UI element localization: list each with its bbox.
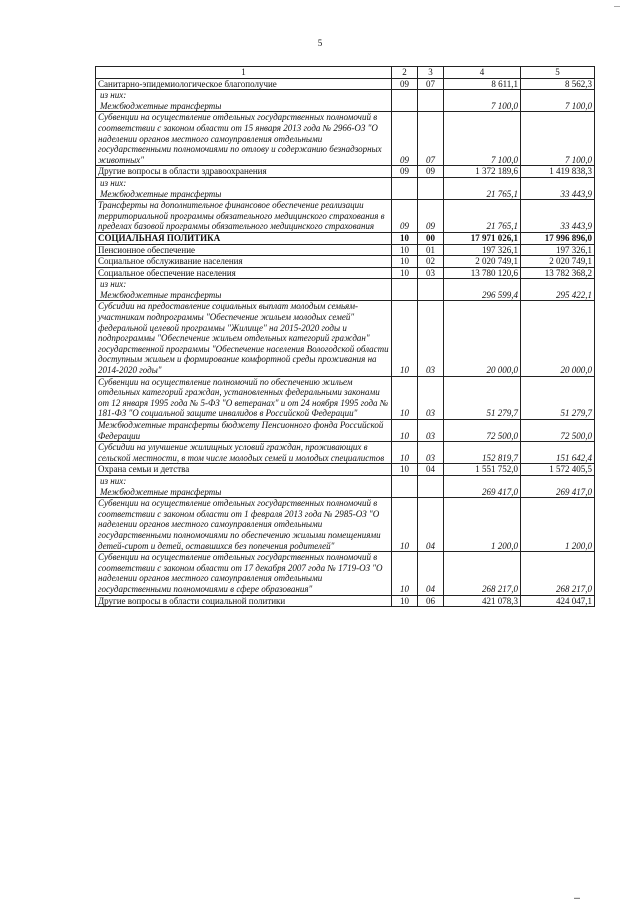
row-name: Субвенции на осуществление отдельных государственных полномочий в соответствии с законом области от 15 января 2013 года № 2966-ОЗ "О наделении органов местного самоуправления отдельными государственными полномочиями по отлову и содержанию безнадзорных животных" bbox=[96, 112, 392, 166]
row-section-code bbox=[392, 90, 418, 112]
row-value-year-1: 1 372 189,6 bbox=[444, 166, 521, 178]
header-cell-1: 1 bbox=[96, 67, 392, 79]
table-row bbox=[96, 279, 595, 301]
row-name: Другие вопросы в области социальной политики bbox=[96, 595, 392, 607]
row-name: Трансферты на дополнительное финансовое обеспечение реализации территориальной программы обязательного медицинского страхования в пределах базовой программы обязательного медицинского страхования bbox=[96, 200, 392, 233]
row-section-code: 10 bbox=[392, 595, 418, 607]
budget-table bbox=[95, 66, 595, 607]
row-value-year-2: 269 417,0 bbox=[521, 475, 595, 497]
header-cell-3: 3 bbox=[418, 67, 444, 79]
row-name: Субвенции на осуществление отдельных государственных полномочий в соответствии с законом области от 1 февраля 2013 года № 2985-ОЗ "О наделении органов местного самоуправления отдельными государственными полномочиями по обеспечению жилыми помещениями детей-сирот и детей, оставшихся без попечения родителей" bbox=[96, 498, 392, 552]
row-value-year-1: 7 100,0 bbox=[444, 90, 521, 112]
row-section-code: 10 bbox=[392, 464, 418, 476]
row-name: Субвенции на осуществление отдельных государственных полномочий в соответствии с законом области от 17 декабря 2007 года № 1719-ОЗ "О наделении органов местного самоуправления отдельными государственными полномочиями в сфере образования" bbox=[96, 552, 392, 595]
row-name: из них: Межбюджетные трансферты bbox=[96, 177, 392, 199]
table-row bbox=[96, 200, 595, 233]
row-value-year-2: 33 443,9 bbox=[521, 177, 595, 199]
table-row bbox=[96, 177, 595, 199]
bottom-mark: ... bbox=[574, 892, 580, 901]
row-subsection-code: 04 bbox=[418, 552, 444, 595]
row-subsection-code: 09 bbox=[418, 200, 444, 233]
row-value-year-2: 424 047,1 bbox=[521, 595, 595, 607]
row-subsection-code: 04 bbox=[418, 498, 444, 552]
row-value-year-1: 8 611,1 bbox=[444, 78, 521, 90]
table-row bbox=[96, 475, 595, 497]
row-value-year-1: 197 326,1 bbox=[444, 244, 521, 256]
table-row bbox=[96, 244, 595, 256]
table-row bbox=[96, 301, 595, 376]
corner-mark: ... bbox=[614, 0, 620, 9]
table-header-row bbox=[96, 67, 595, 79]
table-row bbox=[96, 595, 595, 607]
row-subsection-code: 03 bbox=[418, 267, 444, 279]
row-value-year-2: 1 572 405,5 bbox=[521, 464, 595, 476]
row-value-year-1: 72 500,0 bbox=[444, 420, 521, 442]
row-value-year-2: 268 217,0 bbox=[521, 552, 595, 595]
table-row bbox=[96, 112, 595, 166]
row-value-year-2: 7 100,0 bbox=[521, 112, 595, 166]
row-section-code: 10 bbox=[392, 376, 418, 419]
row-value-year-2: 8 562,3 bbox=[521, 78, 595, 90]
table-row bbox=[96, 552, 595, 595]
row-subsection-code: 09 bbox=[418, 166, 444, 178]
row-section-code: 09 bbox=[392, 166, 418, 178]
row-value-year-2: 13 782 368,2 bbox=[521, 267, 595, 279]
row-name: Другие вопросы в области здравоохранения bbox=[96, 166, 392, 178]
row-section-code: 10 bbox=[392, 301, 418, 376]
table-row bbox=[96, 166, 595, 178]
row-value-year-1: 17 971 026,1 bbox=[444, 232, 521, 244]
row-subsection-code: 07 bbox=[418, 78, 444, 90]
row-subsection-code bbox=[418, 90, 444, 112]
row-name: из них: Межбюджетные трансферты bbox=[96, 90, 392, 112]
row-value-year-1: 296 599,4 bbox=[444, 279, 521, 301]
row-section-code: 09 bbox=[392, 112, 418, 166]
row-section-code: 09 bbox=[392, 200, 418, 233]
row-name: Санитарно-эпидемиологическое благополучие bbox=[96, 78, 392, 90]
table-row bbox=[96, 232, 595, 244]
table-row bbox=[96, 267, 595, 279]
row-subsection-code: 04 bbox=[418, 464, 444, 476]
row-subsection-code: 01 bbox=[418, 244, 444, 256]
row-value-year-2: 197 326,1 bbox=[521, 244, 595, 256]
row-value-year-2: 20 000,0 bbox=[521, 301, 595, 376]
row-value-year-1: 1 200,0 bbox=[444, 498, 521, 552]
row-name: Субвенции на осуществление полномочий по обеспечению жильем отдельных категорий граждан, установленных федеральными законами от 12 января 1995 года № 5-ФЗ "О ветеранах" и от 24 ноября 1995 года № 181-ФЗ "О социальной защите инвалидов в Российской Федерации" bbox=[96, 376, 392, 419]
row-value-year-1: 13 780 120,6 bbox=[444, 267, 521, 279]
row-name: Субсидии на улучшение жилищных условий граждан, проживающих в сельской местности, в том числе молодых семей и молодых специалистов bbox=[96, 442, 392, 464]
row-subsection-code: 03 bbox=[418, 442, 444, 464]
row-section-code: 10 bbox=[392, 498, 418, 552]
table-row bbox=[96, 90, 595, 112]
row-subsection-code: 03 bbox=[418, 301, 444, 376]
row-name: СОЦИАЛЬНАЯ ПОЛИТИКА bbox=[96, 232, 392, 244]
row-name: из них: Межбюджетные трансферты bbox=[96, 475, 392, 497]
row-value-year-1: 20 000,0 bbox=[444, 301, 521, 376]
row-value-year-2: 295 422,1 bbox=[521, 279, 595, 301]
row-name: из них: Межбюджетные трансферты bbox=[96, 279, 392, 301]
table-row bbox=[96, 442, 595, 464]
table-row bbox=[96, 376, 595, 419]
row-name: Межбюджетные трансферты бюджету Пенсионного фонда Российской Федерации bbox=[96, 420, 392, 442]
header-cell-5: 5 bbox=[521, 67, 595, 79]
row-subsection-code bbox=[418, 279, 444, 301]
row-subsection-code: 03 bbox=[418, 376, 444, 419]
row-subsection-code: 06 bbox=[418, 595, 444, 607]
header-cell-2: 2 bbox=[392, 67, 418, 79]
row-value-year-1: 7 100,0 bbox=[444, 112, 521, 166]
row-section-code: 10 bbox=[392, 442, 418, 464]
row-value-year-2: 51 279,7 bbox=[521, 376, 595, 419]
row-value-year-2: 17 996 896,0 bbox=[521, 232, 595, 244]
row-value-year-2: 1 419 838,3 bbox=[521, 166, 595, 178]
row-section-code: 10 bbox=[392, 244, 418, 256]
table-row bbox=[96, 78, 595, 90]
row-subsection-code: 00 bbox=[418, 232, 444, 244]
row-subsection-code: 07 bbox=[418, 112, 444, 166]
row-name: Социальное обслуживание населения bbox=[96, 256, 392, 268]
row-value-year-2: 1 200,0 bbox=[521, 498, 595, 552]
row-subsection-code bbox=[418, 475, 444, 497]
page-number: 5 bbox=[317, 38, 323, 48]
row-section-code: 10 bbox=[392, 232, 418, 244]
row-value-year-1: 21 765,1 bbox=[444, 177, 521, 199]
row-name: Социальное обеспечение населения bbox=[96, 267, 392, 279]
row-section-code: 09 bbox=[392, 78, 418, 90]
row-subsection-code bbox=[418, 177, 444, 199]
row-value-year-1: 2 020 749,1 bbox=[444, 256, 521, 268]
row-subsection-code: 02 bbox=[418, 256, 444, 268]
row-subsection-code: 03 bbox=[418, 420, 444, 442]
row-value-year-2: 2 020 749,1 bbox=[521, 256, 595, 268]
table-row bbox=[96, 256, 595, 268]
row-section-code: 10 bbox=[392, 256, 418, 268]
row-value-year-2: 7 100,0 bbox=[521, 90, 595, 112]
header-cell-4: 4 bbox=[444, 67, 521, 79]
row-value-year-1: 421 078,3 bbox=[444, 595, 521, 607]
row-name: Пенсионное обеспечение bbox=[96, 244, 392, 256]
row-section-code: 10 bbox=[392, 267, 418, 279]
row-section-code bbox=[392, 177, 418, 199]
row-section-code bbox=[392, 475, 418, 497]
row-value-year-1: 21 765,1 bbox=[444, 200, 521, 233]
row-value-year-1: 1 551 752,0 bbox=[444, 464, 521, 476]
row-name: Охрана семьи и детства bbox=[96, 464, 392, 476]
table-row bbox=[96, 420, 595, 442]
row-section-code bbox=[392, 279, 418, 301]
row-section-code: 10 bbox=[392, 552, 418, 595]
table-row bbox=[96, 498, 595, 552]
row-value-year-1: 269 417,0 bbox=[444, 475, 521, 497]
row-value-year-1: 268 217,0 bbox=[444, 552, 521, 595]
table-row bbox=[96, 464, 595, 476]
row-value-year-1: 152 819,7 bbox=[444, 442, 521, 464]
row-value-year-2: 72 500,0 bbox=[521, 420, 595, 442]
row-value-year-2: 151 642,4 bbox=[521, 442, 595, 464]
row-name: Субсидии на предоставление социальных выплат молодым семьям-участникам подпрограммы "Обеспечение жильем молодых семей" федеральной целевой программы "Жилище" на 2015-2020 годы и подпрограммы "Обеспечение жильем отдельных категорий граждан" государственной программы "Обеспечение населения Вологодской области доступным жильем и формирование комфортной среды проживания на 2014-2020 годы" bbox=[96, 301, 392, 376]
row-value-year-2: 33 443,9 bbox=[521, 200, 595, 233]
row-value-year-1: 51 279,7 bbox=[444, 376, 521, 419]
row-section-code: 10 bbox=[392, 420, 418, 442]
